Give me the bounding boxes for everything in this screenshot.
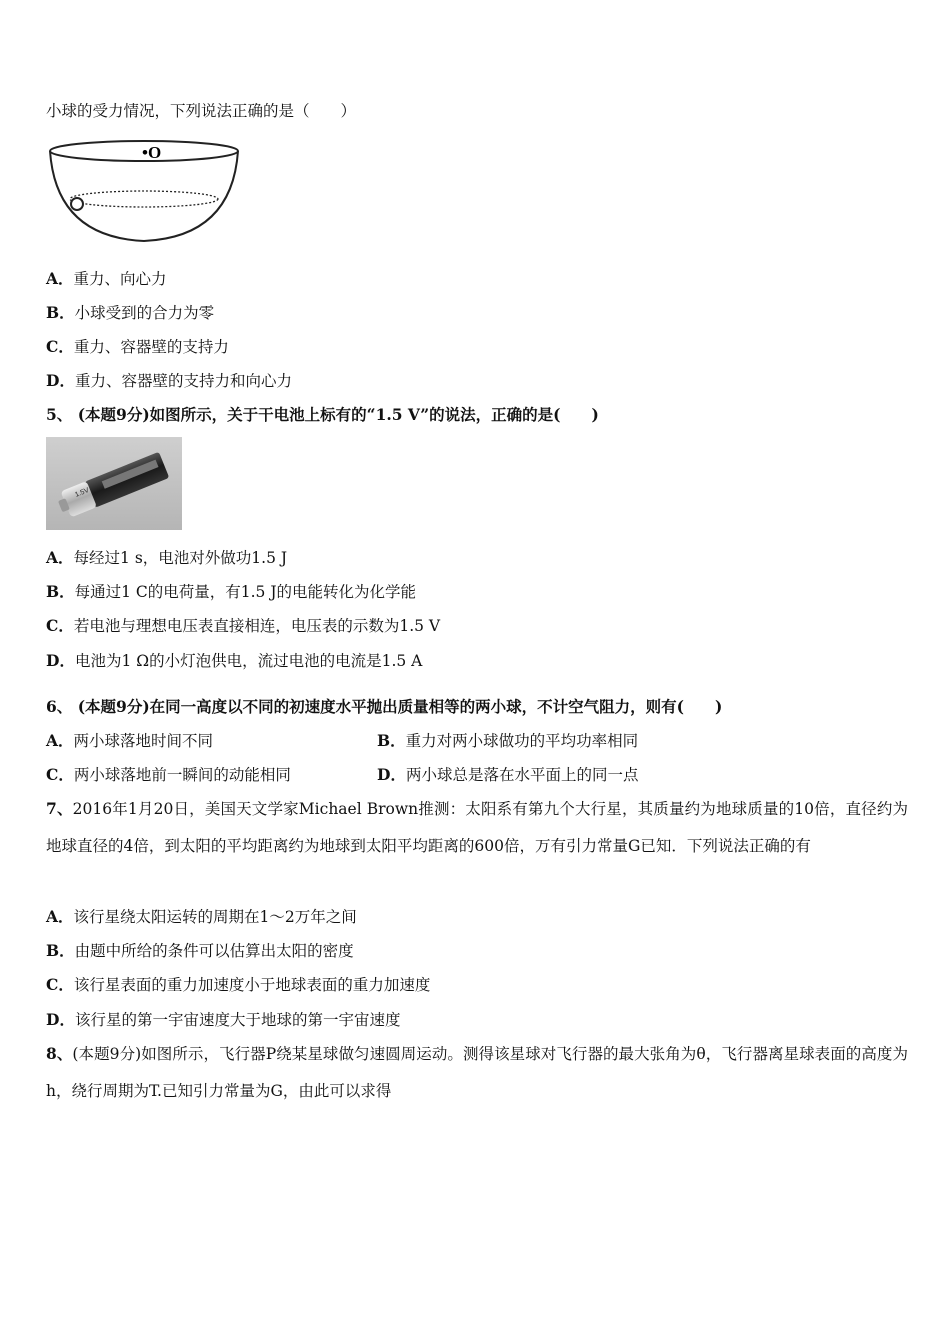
q4-option-b: B．小球受到的合力为零 <box>46 303 215 322</box>
q7-option-c: C．该行星表面的重力加速度小于地球表面的重力加速度 <box>46 975 431 994</box>
q6-stem: 6、 (本题9分)在同一高度以不同的初速度水平抛出质量相等的两小球，不计空气阻力，则有( ) <box>46 697 723 716</box>
q5-option-d: D．电池为1 Ω的小灯泡供电，流过电池的电流是1.5 A <box>46 651 423 670</box>
q5-option-b: B．每通过1 C的电荷量，有1.5 J的电能转化为化学能 <box>46 582 417 601</box>
battery-label: 1.5V <box>74 486 91 499</box>
q7-option-d: D．该行星的第一宇宙速度大于地球的第一宇宙速度 <box>46 1010 401 1029</box>
bowl-center-label: •O <box>142 143 162 162</box>
battery-photo <box>46 437 182 530</box>
q6-option-a: A．两小球落地时间不同 <box>46 731 214 750</box>
q7-stem: 7、2016年1月20日，美国天文学家Michael Brown推测：太阳系有第九个大行星，其质量约为地球质量的10倍，直径约为地球直径的4倍，到太阳的平均距离约为地球到太阳平均距离的600倍，万有引力常量G已知．下列说法正确的有 <box>46 799 908 855</box>
q4-option-a: A．重力、向心力 <box>46 269 167 288</box>
q4-stem-tail: 小球的受力情况，下列说法正确的是（ ） <box>46 102 357 120</box>
q4-option-d: D．重力、容器壁的支持力和向心力 <box>46 371 292 390</box>
q5-stem: 5、 (本题9分)如图所示，关于干电池上标有的“1.5 V”的说法，正确的是( ) <box>46 405 599 424</box>
q5-option-a: A．每经过1 s，电池对外做功1.5 J <box>46 548 288 567</box>
q6-option-b: B．重力对两小球做功的平均功率相同 <box>377 731 639 750</box>
q6-option-d: D．两小球总是落在水平面上的同一点 <box>377 765 639 784</box>
q6-option-c: C．两小球落地前一瞬间的动能相同 <box>46 765 291 784</box>
q4-option-c: C．重力、容器壁的支持力 <box>46 337 229 356</box>
bowl-figure <box>46 137 242 245</box>
q8-stem: 8、(本题9分)如图所示，飞行器P绕某星球做匀速圆周运动。测得该星球对飞行器的最大张角为θ，飞行器离星球表面的高度为h，绕行周期为T.已知引力常量为G，由此可以求得 <box>46 1044 908 1100</box>
q5-option-c: C．若电池与理想电压表直接相连，电压表的示数为1.5 V <box>46 616 441 635</box>
q7-option-b: B．由题中所给的条件可以估算出太阳的密度 <box>46 941 354 960</box>
q7-option-a: A．该行星绕太阳运转的周期在1～2万年之间 <box>46 907 357 926</box>
